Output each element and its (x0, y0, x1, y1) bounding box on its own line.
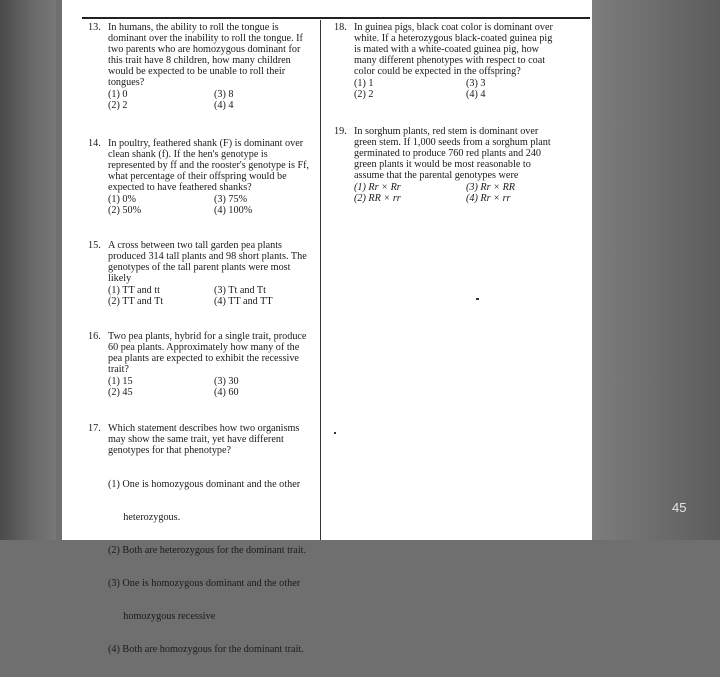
question-line: what percentage of their offspring would be (108, 171, 287, 182)
question-line: genotypes for that phenotype? (108, 445, 232, 456)
question-line: Which statement describes how two organisms (108, 423, 300, 434)
answer-option: (2) 50% (108, 205, 142, 216)
question-number: 15. (88, 240, 101, 251)
answer-option: (1) 0% (108, 194, 137, 205)
answer-option: (1) One is homozygous dominant and the other (108, 479, 301, 490)
answer-option: (4) 60 (214, 387, 239, 398)
question-line: A cross between two tall garden pea plants (108, 240, 282, 251)
question-number: 16. (88, 331, 101, 342)
question-line: expected to have feathered shanks? (108, 182, 252, 193)
question-number: 19. (334, 126, 347, 137)
question-number: 14. (88, 138, 101, 149)
answer-option: (3) 30 (214, 376, 239, 387)
column-divider (320, 20, 321, 540)
question-line: dominant over the inability to roll the tongue. If (108, 33, 303, 44)
answer-option: (2) 2 (108, 100, 128, 111)
question-line: green stem. If 1,000 seeds from a sorghum plant (354, 137, 551, 148)
question-line: white. If a heterozygous black-coated guinea pig (354, 33, 553, 44)
answer-option-continued: homozygous recessive (108, 611, 216, 622)
answer-option: (3) Rr × RR (466, 182, 516, 193)
question-18 (334, 22, 584, 100)
answer-option-continued: heterozygous. (108, 512, 181, 523)
question-line: would be expected to be unable to roll their (108, 66, 286, 77)
question-number: 13. (88, 22, 101, 33)
question-line: genotypes of the tall parent plants were most (108, 262, 291, 273)
question-line: this trait have 8 children, how many children (108, 55, 291, 66)
top-rule (82, 17, 590, 19)
question-13 (88, 22, 320, 111)
answer-option: (3) 3 (466, 78, 486, 89)
answer-option: (2) RR × rr (354, 193, 401, 204)
question-line: is mated with a white-coated guinea pig, how (354, 44, 540, 55)
answer-option: (2) TT and Tt (108, 296, 164, 307)
question-line: two parents who are homozygous dominant for (108, 44, 301, 55)
answer-option: (2) 45 (108, 387, 133, 398)
question-line: 60 pea plants. Approximately how many of the (108, 342, 300, 353)
worksheet-page (62, 0, 592, 655)
question-17 (88, 423, 320, 677)
slide-frame-left (0, 0, 56, 540)
question-line: many different phenotypes with respect to coat (354, 55, 546, 66)
question-line: pea plants are expected to exhibit the recessive (108, 353, 299, 364)
question-line: produced 314 tall plants and 98 short plants. The (108, 251, 307, 262)
scan-speck (334, 432, 336, 434)
question-line: may show the same trait, yet have different (108, 434, 284, 445)
answer-option: (3) One is homozygous dominant and the other (108, 578, 301, 589)
question-line: trait? (108, 364, 129, 375)
answer-option: (4) Both are homozygous for the dominant trait. (108, 644, 304, 655)
question-19 (334, 126, 584, 204)
answer-option: (1) 15 (108, 376, 133, 387)
question-number: 17. (88, 423, 101, 434)
slide-number: 45 (672, 500, 687, 515)
question-line: green plants it would be most reasonable to (354, 159, 531, 170)
question-line: In humans, the ability to roll the tongue is (108, 22, 279, 33)
slide-frame-right (590, 0, 720, 540)
answer-option: (4) 4 (214, 100, 234, 111)
answer-option: (1) 1 (354, 78, 374, 89)
question-line: likely (108, 273, 132, 284)
answer-option: (3) Tt and Tt (214, 285, 266, 296)
question-line: tongues? (108, 77, 145, 88)
scan-speck (476, 298, 479, 300)
answer-option: (3) 8 (214, 89, 234, 100)
answer-option: (1) 0 (108, 89, 128, 100)
question-line: Two pea plants, hybrid for a single trait, produce (108, 331, 307, 342)
answer-option: (1) Rr × Rr (354, 182, 401, 193)
question-14 (88, 138, 320, 216)
answer-option: (3) 75% (214, 194, 248, 205)
question-line: color could be expected in the offspring? (354, 66, 521, 77)
question-line: In sorghum plants, red stem is dominant over (354, 126, 539, 137)
question-number: 18. (334, 22, 347, 33)
answer-option: (1) TT and tt (108, 285, 160, 296)
question-line: clean shank (f). If the hen's genotype is (108, 149, 268, 160)
answer-option: (4) Rr × rr (466, 193, 511, 204)
question-15 (88, 240, 320, 307)
answer-option: (4) 100% (214, 205, 253, 216)
question-line: germinated to produce 760 red plants and 240 (354, 148, 542, 159)
answer-option: (2) 2 (354, 89, 374, 100)
answer-option: (2) Both are heterozygous for the dominant trait. (108, 545, 307, 556)
question-line: represented by ff and the rooster's genotype is Ff, (108, 160, 310, 171)
answer-option: (4) 4 (466, 89, 486, 100)
question-line: assume that the parental genotypes were (354, 170, 519, 181)
answer-option: (4) TT and TT (214, 296, 273, 307)
question-line: In poultry, feathered shank (F) is dominant over (108, 138, 304, 149)
question-line: In guinea pigs, black coat color is dominant over (354, 22, 553, 33)
question-16 (88, 331, 320, 398)
